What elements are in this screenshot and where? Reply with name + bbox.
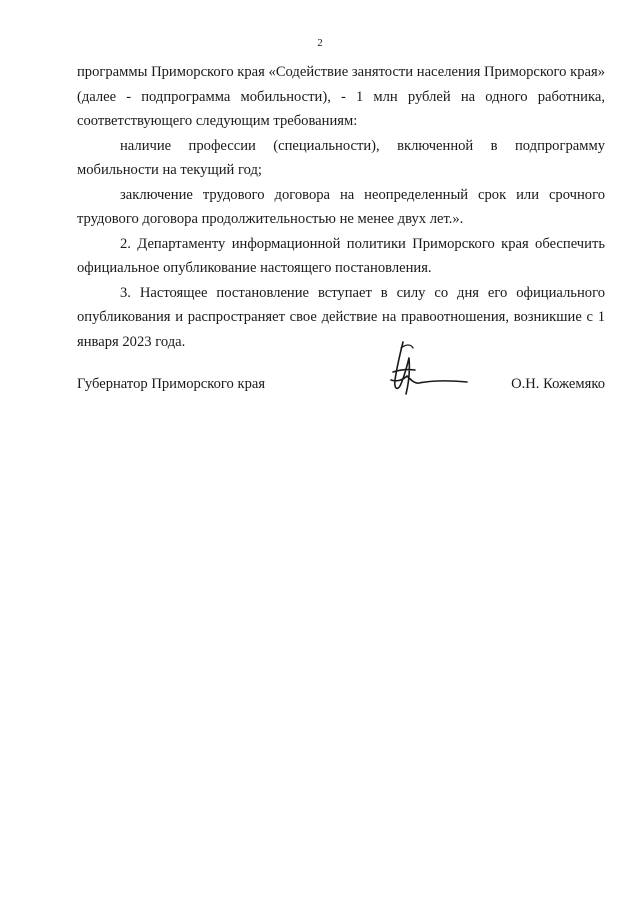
signature-block xyxy=(77,366,605,406)
paragraph-requirement-contract: заключение трудового договора на неопределенный срок или срочного трудового договора продолжительностью не менее двух лет.». xyxy=(77,186,605,227)
paragraph-requirement-profession: наличие профессии (специальности), включенной в подпрограмму мобильности на текущий год; xyxy=(77,137,605,178)
page-number: 2 xyxy=(317,37,323,49)
paragraph-continuation: программы Приморского края «Содействие занятости населения Приморского края» (далее - подпрограмма мобильности), - 1 млн рублей на одного работника, соответствующего следующим требованиям: xyxy=(77,64,605,129)
paragraph-item-3: 3. Настоящее постановление вступает в силу со дня его официального опубликования и распространяет свое действие на правоотношения, возникшие с 1 января 2023 года. xyxy=(77,284,605,350)
signer-title: Губернатор Приморского края xyxy=(77,376,266,392)
document-body xyxy=(77,60,605,354)
paragraph-item-2: 2. Департаменту информационной политики Приморского края обеспечить официальное опубликование настоящего постановления. xyxy=(77,235,605,276)
handwritten-signature xyxy=(373,336,473,406)
signer-name: О.Н. Кожемяко xyxy=(511,376,605,392)
